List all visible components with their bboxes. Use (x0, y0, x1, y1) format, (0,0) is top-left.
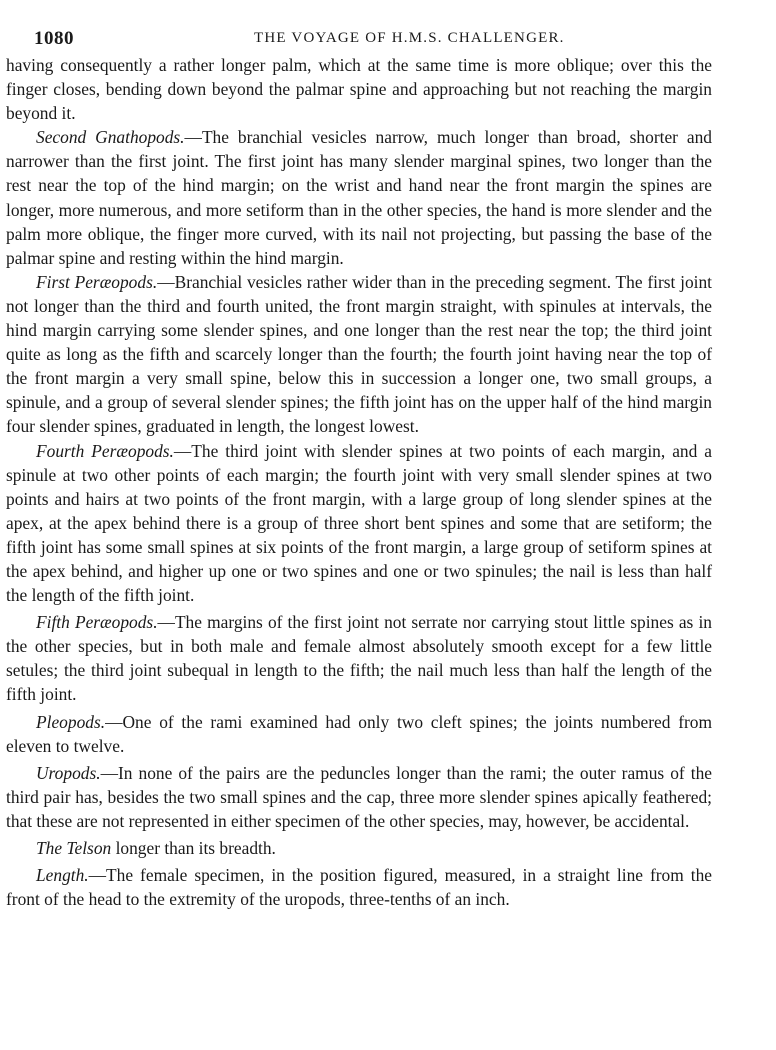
paragraph-first-peraeopods (6, 270, 712, 439)
paragraph-text: —Branchial vesicles rather wider than in the preceding segment. The first joint not longer than the third and fourth united, the front margin straight, with spinules at intervals, the hind margin carrying some slender spines, and one longer than the rest near the top; the third joint quite as long as the fifth and scarcely longer than the fourth; the fourth joint having near the top of the front margin a very small spine, below this in succession a longer one, two small groups, a spinule, and a group of several slender spines; the fifth joint has on the upper half of the hind margin four slender spines, graduated in length, the longest lowest. (6, 271, 712, 437)
paragraph-text: —In none of the pairs are the peduncles longer than the rami; the outer ramus of the third pair has, besides the two small spines and the cap, three more slender spines apically feathered; that these are not represented in either specimen of the other species, may, however, be accidental. (6, 762, 712, 831)
paragraph-text: longer than its breadth. (111, 838, 276, 858)
paragraph-text: —The female specimen, in the position figured, measured, in a straight line from the front of the head to the extremity of the uropods, three-tenths of an inch. (6, 865, 712, 910)
section-heading: Second Gnathopods. (36, 127, 185, 148)
paragraph-text: —The third joint with slender spines at two points of each margin, and a spinule at two other points of each margin; the fourth joint with very small slender spines at two points and hairs at two points of the front margin, with a large group of long slender spines at the apex, at the apex behind there is a group of three short bent spines and some that are setiform; the fifth joint has some small spines at six points of the front margin, a large group of setiform spines at the apex behind, and higher up one or two spines and one or two spinules; the nail is less than half the length of the fifth joint. (6, 440, 713, 606)
section-heading: Pleopods. (36, 711, 106, 732)
paragraph-text: —The margins of the first joint not serrate nor carrying stout little spines as in the other species, but in both male and female almost absolutely smooth except for a few little setules; the third joint subequal in length to the fifth; the nail much less than half the length of the fifth joint. (6, 612, 712, 705)
section-heading: Length. (36, 865, 89, 886)
running-title: THE VOYAGE OF H.M.S. CHALLENGER. (254, 30, 565, 46)
paragraph-telson (6, 836, 712, 860)
paragraph-fifth-peraeopods (6, 610, 712, 706)
body-text (6, 53, 712, 911)
section-heading: The Telson (36, 838, 112, 858)
paragraph-continuation (6, 53, 712, 125)
section-heading: Uropods. (36, 762, 101, 783)
section-heading: Fifth Peræopods. (36, 612, 158, 633)
page-number: 1080 (34, 28, 74, 49)
paragraph-fourth-peraeopods (6, 439, 712, 608)
paragraph-pleopods (6, 710, 712, 758)
paragraph-text: —One of the rami examined had only two cleft spines; the joints numbered from eleven to twelve. (6, 711, 712, 756)
paragraph-length (6, 863, 712, 911)
section-heading: Fourth Peræopods. (36, 440, 174, 461)
paragraph-second-gnathopods (6, 125, 712, 270)
paragraph-uropods (6, 761, 712, 833)
paragraph-text: having consequently a rather longer palm, which at the same time is more oblique; over this the finger closes, bending down beyond the palmar spine and approaching but not reaching the margin beyond it. (6, 55, 712, 124)
paragraph-text: —The branchial vesicles narrow, much longer than broad, shorter and narrower than the first joint. The first joint has many slender marginal spines, two longer than the rest near the top of the hind margin; on the wrist and hand near the front margin the spines are longer, more numerous, and more setiform than in the other species, the hand is more slender and the palm more oblique, the finger more curved, with its nail not projecting, but passing the base of the palmar spine and resting within the hind margin. (6, 127, 712, 268)
section-heading: First Peræopods. (36, 271, 158, 292)
